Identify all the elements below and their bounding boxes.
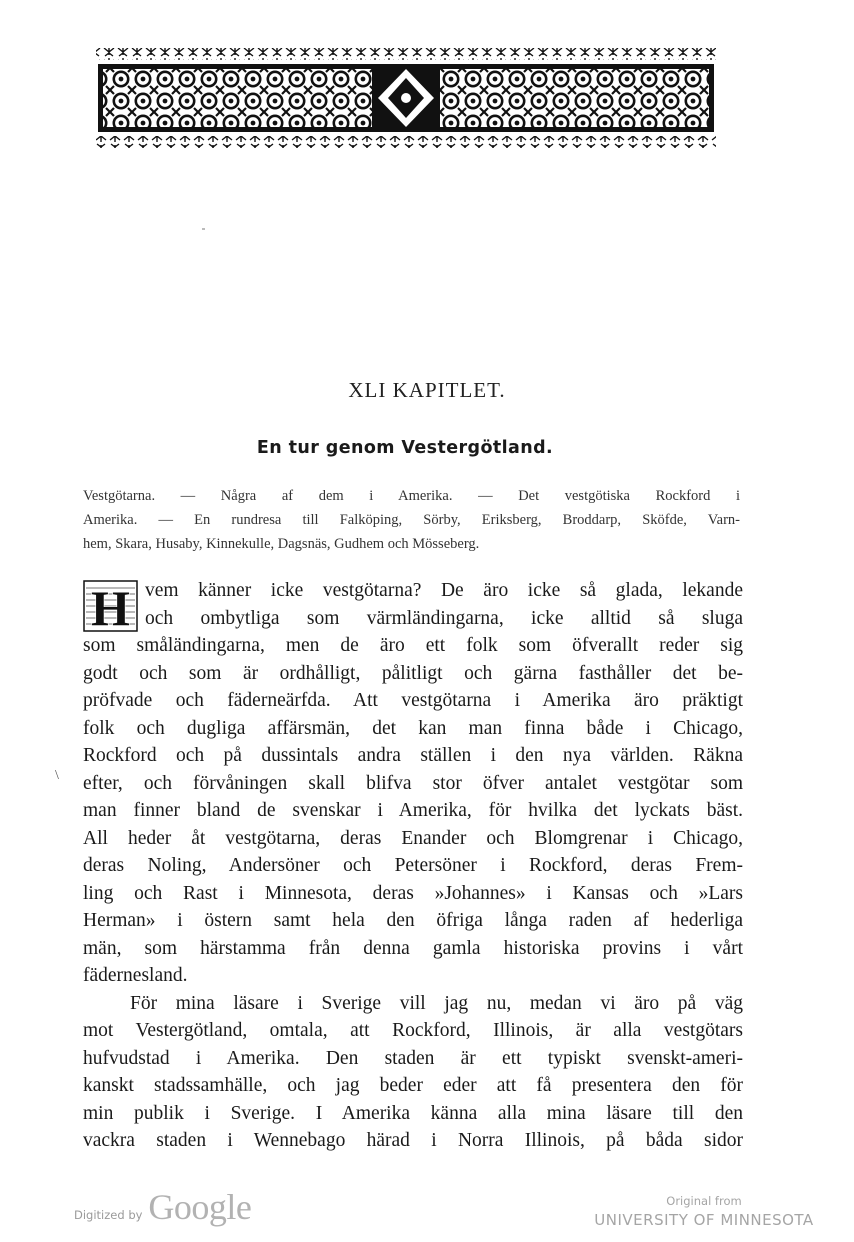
ornament-center-medallion	[372, 64, 440, 132]
body-line: pröfvade och fäderneärfda. Att vestgötarna i Amerika äro präktigt	[83, 690, 743, 711]
university-label: UNIVERSITY OF MINNESOTA	[594, 1211, 814, 1229]
chapter-title: XLI KAPITLET.	[348, 378, 506, 402]
body-line: efter, och förvåningen skall blifva stor öfver antalet vestgötar som	[83, 772, 743, 794]
body-line: All heder åt vestgötarna, deras Enander och Blomgrenar i Chicago,	[83, 827, 743, 849]
body-line: mot Vestergötland, omtala, att Rockford, Illinois, är alla vestgötars	[83, 1020, 743, 1041]
body-line: och ombytliga som värmländingarna, icke alltid så sluga	[145, 607, 743, 629]
summary-line: Vestgötarna. — Några af dem i Amerika. — Det vestgötiska Rockford i	[83, 488, 740, 504]
google-logo: Google	[148, 1187, 252, 1227]
body-line: man finner bland de svenskar i Amerika, för hvilka det lyckats bäst.	[83, 800, 743, 821]
ornament-top-fringe	[96, 48, 716, 60]
original-from-label: Original from	[666, 1194, 742, 1208]
body-line: Rockford och på dussintals andra ställen i den nya världen. Räkna	[83, 745, 743, 766]
body-line: min publik i Sverige. I Amerika känna alla mina läsare till den	[83, 1102, 743, 1124]
chapter-summary	[83, 484, 740, 556]
body-line: som småländingarna, men de äro ett folk som öfverallt reder sig	[83, 635, 743, 656]
body-line: kanskt stadssamhälle, och jag beder eder att få presentera den för	[83, 1075, 743, 1096]
body-line: deras Noling, Andersöner och Petersöner i Rockford, deras Frem-	[83, 855, 743, 876]
body-line: hufvudstad i Amerika. Den staden är ett typiskt svenskt-ameri-	[83, 1047, 743, 1069]
body-line: män, som härstamma från denna gamla historiska provins i vårt	[83, 937, 743, 959]
body-line: folk och dugliga affärsmän, det kan man finna både i Chicago,	[83, 717, 743, 739]
body-line: fädernesland.	[83, 965, 188, 986]
summary-line: Amerika. — En rundresa till Falköping, Sörby, Eriksberg, Broddarp, Sköfde, Varn-	[83, 512, 740, 528]
body-line: Herman» i östern samt hela den öfriga långa raden af hederliga	[83, 910, 743, 931]
stray-mark	[202, 228, 205, 230]
ornamental-header-band	[88, 46, 724, 150]
original-source-watermark	[560, 1194, 848, 1229]
body-line: vem känner icke vestgötarna? De äro icke så glada, lekande	[145, 580, 743, 601]
margin-mark: \	[55, 768, 59, 783]
body-line: vackra staden i Wennebago härad i Norra Illinois, på båda sidor	[83, 1130, 743, 1151]
ornament-bottom-fringe	[96, 136, 716, 148]
digitized-by-google-watermark	[74, 1186, 251, 1228]
drop-cap-letter: H	[91, 580, 130, 632]
summary-line: hem, Skara, Husaby, Kinnekulle, Dagsnäs, Gudhem och Mösseberg.	[83, 536, 480, 552]
digitized-by-label: Digitized by	[74, 1208, 143, 1222]
decorated-initial-h	[83, 580, 138, 632]
body-line: godt och som är ordhålligt, pålitligt och gärna fasthåller det be-	[83, 662, 743, 684]
section-title: En tur genom Vestergötland.	[256, 438, 554, 458]
body-line: ling och Rast i Minnesota, deras »Johannes» i Kansas och »Lars	[83, 882, 743, 904]
body-line: För mina läsare i Sverige vill jag nu, medan vi äro på väg	[130, 992, 743, 1014]
